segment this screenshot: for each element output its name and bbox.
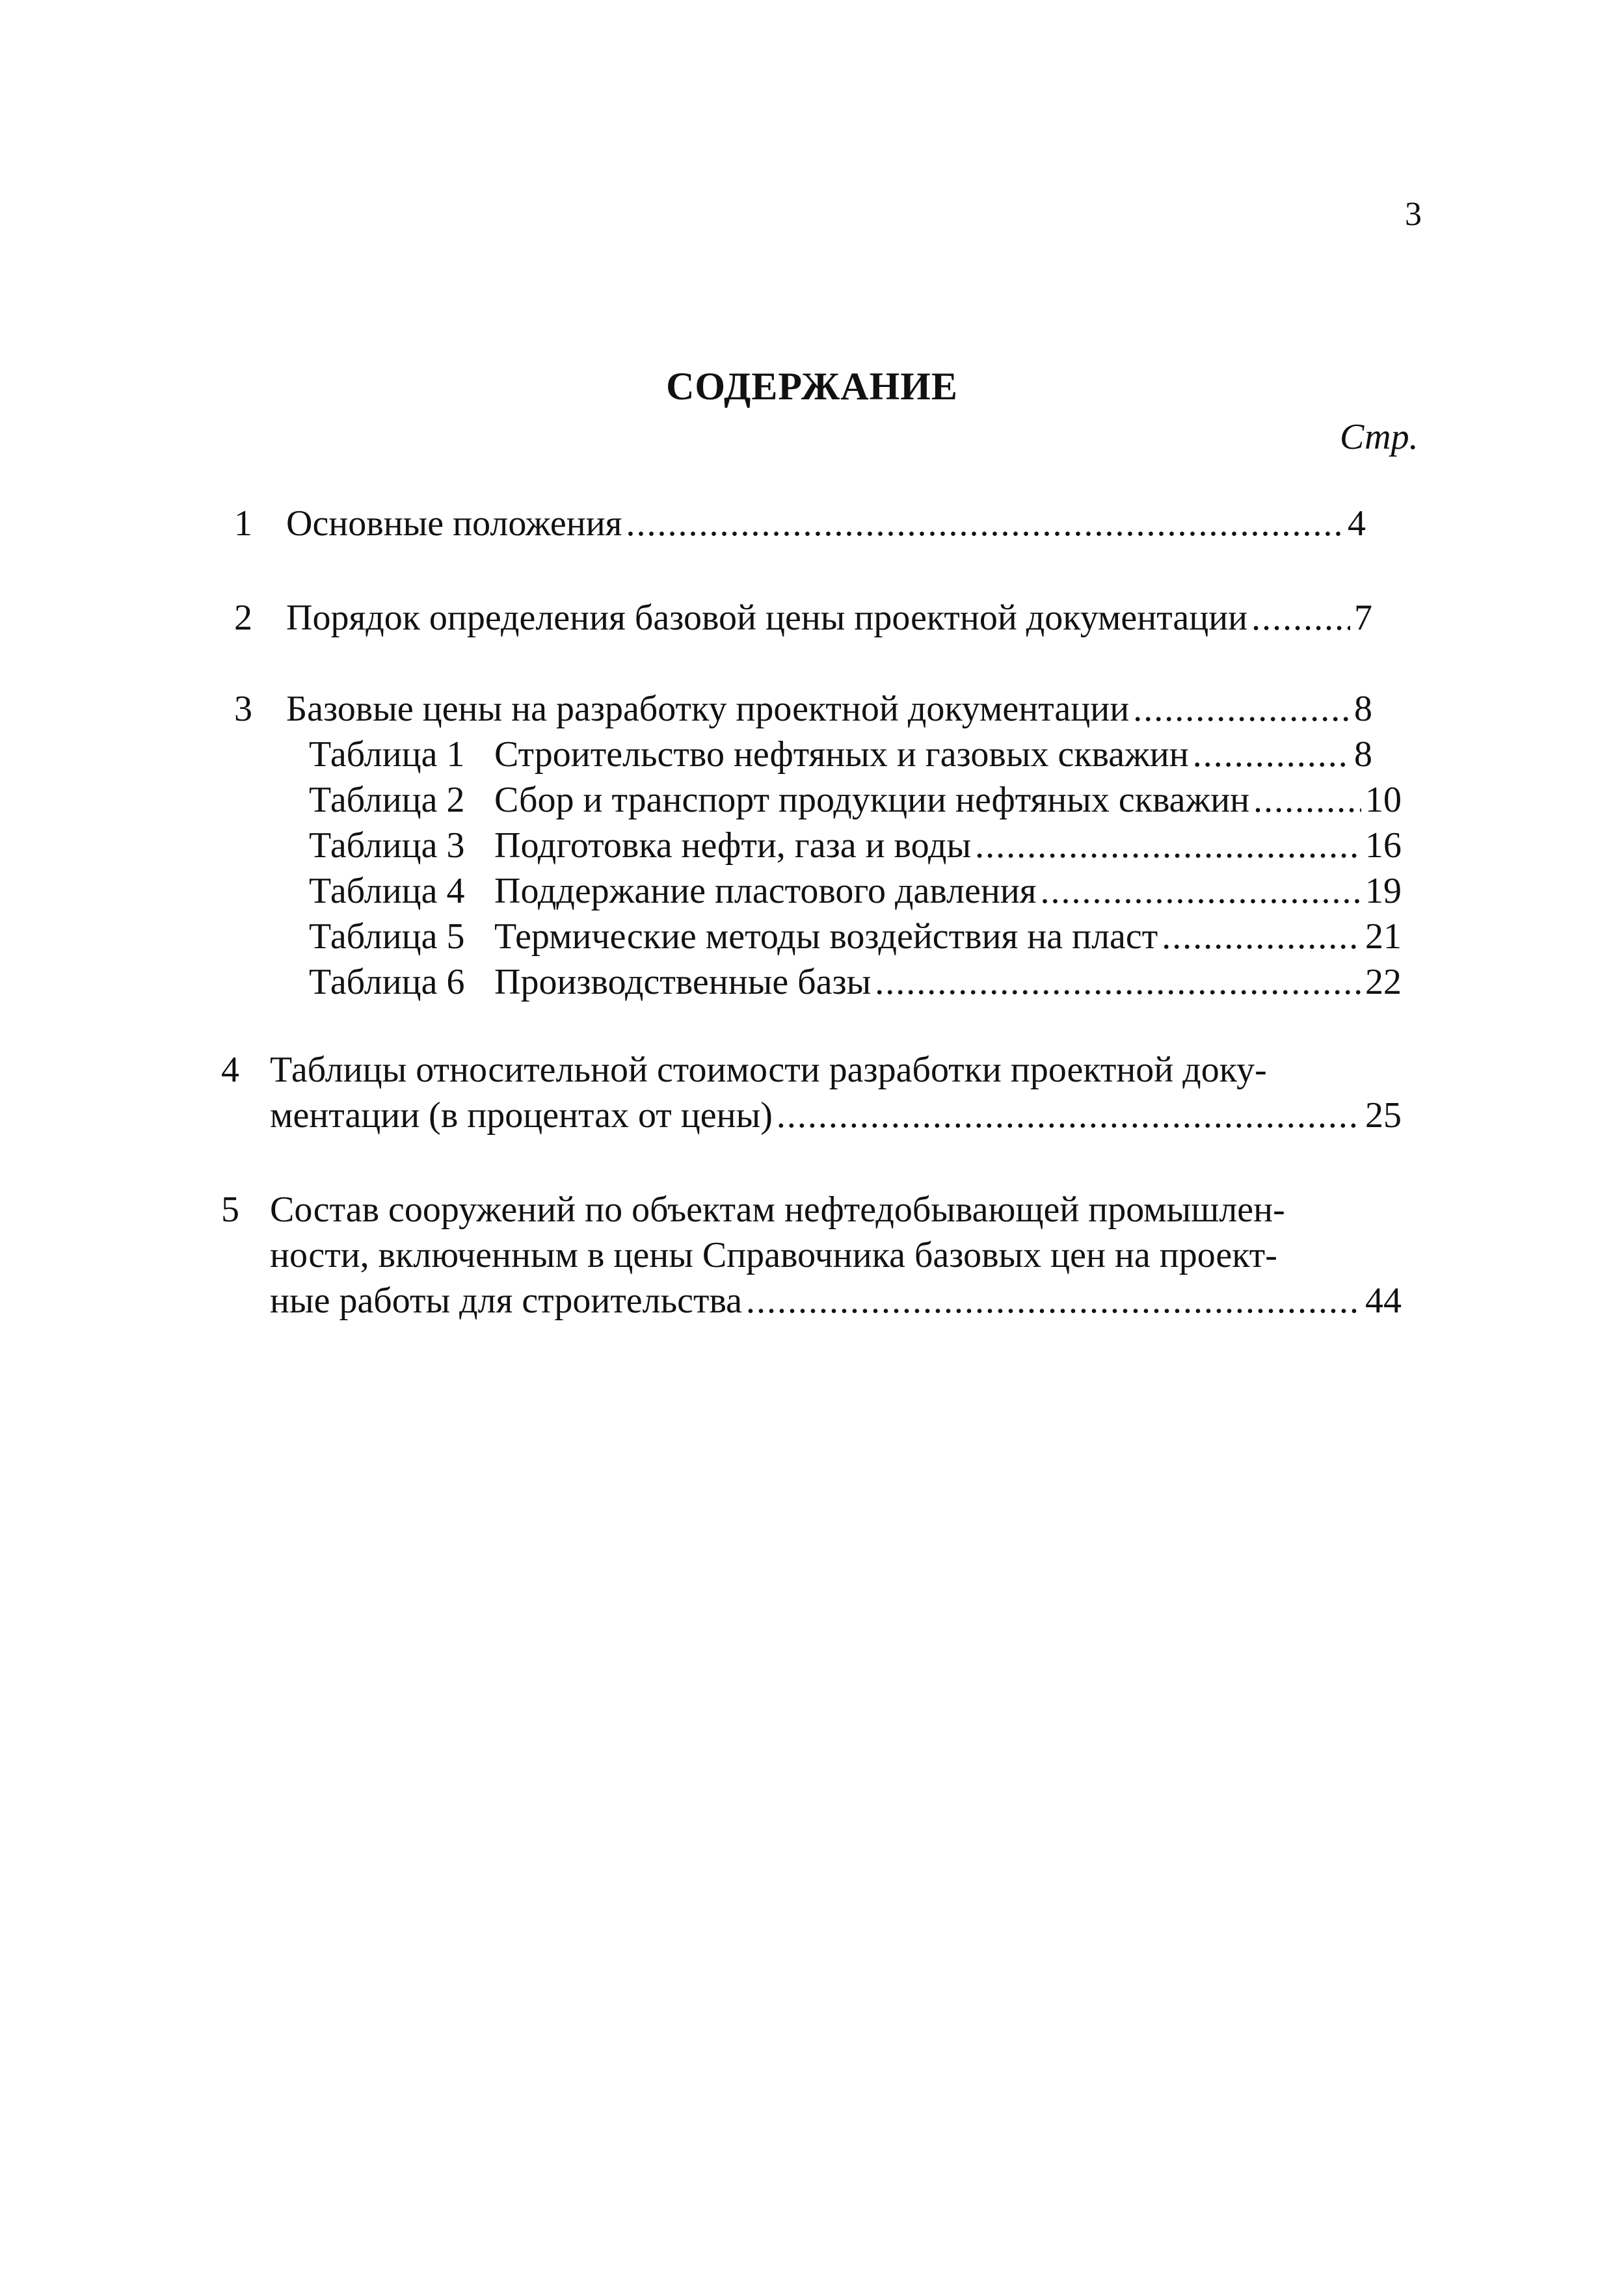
dot-leader <box>1251 595 1350 641</box>
toc-entry-2[interactable] <box>286 595 1372 641</box>
toc-entry-5-number: 5 <box>221 1190 239 1230</box>
table-label: Таблица 1 <box>309 734 465 775</box>
toc-entry-text: Базовые цены на разработку проектной документации <box>286 689 1130 729</box>
toc-entry-5-line1[interactable]: Состав сооружений по объектам нефтедобывающей промышлен- <box>270 1190 1285 1230</box>
dot-leader <box>746 1278 1361 1324</box>
toc-entry-5[interactable] <box>270 1278 1402 1324</box>
toc-table-1[interactable] <box>309 732 1372 777</box>
toc-entry-1-number: 1 <box>234 503 252 544</box>
toc-entry-4-number: 4 <box>221 1050 239 1090</box>
toc-entry-page: 4 <box>1348 503 1366 544</box>
dot-leader <box>1253 777 1361 823</box>
dot-leader <box>1193 732 1350 777</box>
toc-table-5[interactable] <box>309 914 1402 959</box>
table-text: Сбор и транспорт продукции нефтяных скважин <box>494 780 1250 820</box>
toc-entry-page: 8 <box>1354 689 1372 729</box>
toc-table-2[interactable] <box>309 777 1402 823</box>
dot-leader <box>875 959 1361 1005</box>
table-page: 22 <box>1365 962 1402 1002</box>
toc-entry-4-line1[interactable]: Таблицы относительной стоимости разработки проектной доку- <box>270 1050 1267 1090</box>
table-page: 21 <box>1365 916 1402 957</box>
toc-entry-3[interactable] <box>286 686 1372 732</box>
table-label: Таблица 6 <box>309 962 465 1002</box>
table-text: Строительство нефтяных и газовых скважин <box>494 734 1189 775</box>
toc-table-4[interactable] <box>309 868 1402 914</box>
table-text: Производственные базы <box>494 962 872 1002</box>
table-label: Таблица 5 <box>309 916 465 957</box>
dot-leader <box>1162 914 1361 959</box>
toc-entry-text: Основные положения <box>286 503 622 544</box>
toc-entry-page: 44 <box>1365 1281 1402 1321</box>
toc-entry-text: Порядок определения базовой цены проектной документации <box>286 598 1248 638</box>
dot-leader <box>1133 686 1350 732</box>
page-number: 3 <box>1405 196 1422 233</box>
toc-title: СОДЕРЖАНИЕ <box>666 365 958 408</box>
toc-entry-text: ные работы для строительства <box>270 1281 743 1321</box>
table-label: Таблица 3 <box>309 825 465 866</box>
dot-leader <box>975 823 1361 868</box>
toc-entry-4[interactable] <box>270 1093 1402 1138</box>
toc-entry-3-number: 3 <box>234 689 252 729</box>
toc-entry-1[interactable] <box>286 501 1366 546</box>
page-column-label: Стр. <box>1340 417 1418 457</box>
toc-entry-page: 25 <box>1365 1095 1402 1136</box>
table-page: 19 <box>1365 871 1402 911</box>
toc-entry-5-line2[interactable]: ности, включенным в цены Справочника базовых цен на проект- <box>270 1235 1277 1275</box>
toc-entry-page: 7 <box>1354 598 1372 638</box>
table-page: 16 <box>1365 825 1402 866</box>
dot-leader <box>1041 868 1361 914</box>
table-text: Поддержание пластового давления <box>494 871 1037 911</box>
dot-leader <box>777 1093 1361 1138</box>
table-label: Таблица 2 <box>309 780 465 820</box>
table-text: Подготовка нефти, газа и воды <box>494 825 972 866</box>
toc-table-6[interactable] <box>309 959 1402 1005</box>
table-text: Термические методы воздействия на пласт <box>494 916 1158 957</box>
table-page: 8 <box>1354 734 1372 775</box>
table-page: 10 <box>1365 780 1402 820</box>
toc-table-3[interactable] <box>309 823 1402 868</box>
table-label: Таблица 4 <box>309 871 465 911</box>
dot-leader <box>626 501 1344 546</box>
toc-entry-2-number: 2 <box>234 598 252 638</box>
toc-entry-text: ментации (в процентах от цены) <box>270 1095 773 1136</box>
